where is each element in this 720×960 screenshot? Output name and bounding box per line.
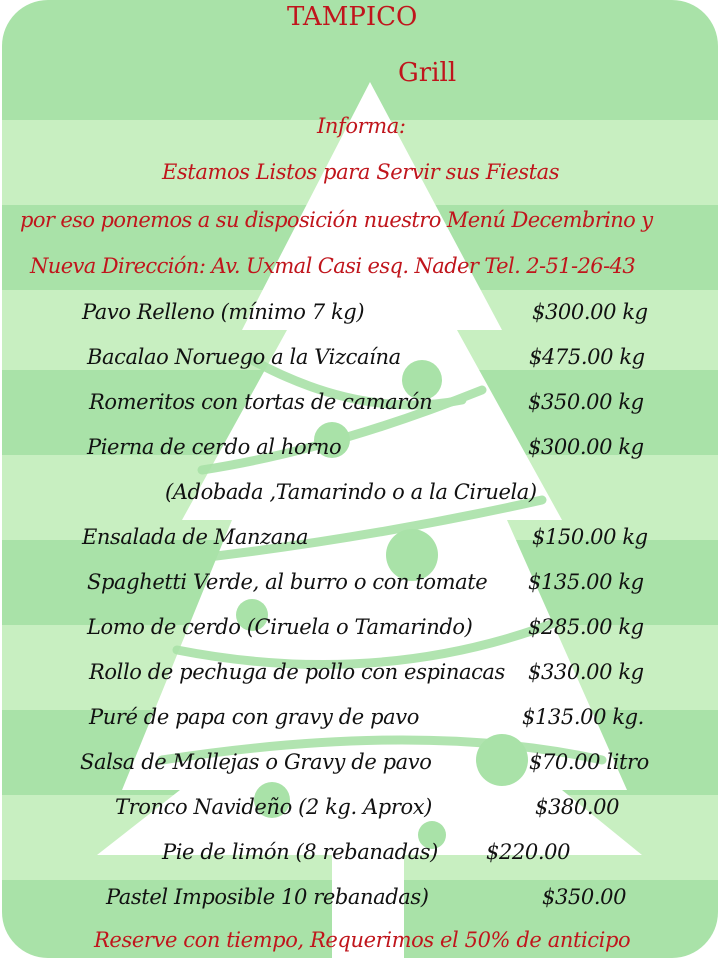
menu-item-price: $150.00 kg [532,525,648,549]
menu-item-price: $135.00 kg [528,570,644,594]
menu-item-price: $475.00 kg [529,345,645,369]
headline: Estamos Listos para Servir sus Fiestas [162,160,560,184]
menu-item-price: $70.00 litro [529,750,649,774]
restaurant-name: TAMPICO [287,2,418,32]
menu-item-name: Spaghetti Verde, al burro o con tomate [87,570,488,594]
menu-item-price: $135.00 kg. [522,705,644,729]
menu-item-name: Salsa de Mollejas o Gravy de pavo [80,750,432,774]
menu-item-name: Rollo de pechuga de pollo con espinacas [89,660,505,684]
menu-item-price: $285.00 kg [528,615,644,639]
menu-item-name: Bacalao Noruego a la Vizcaína [87,345,401,369]
menu-item-price: $300.00 kg [528,435,644,459]
informa-label: Informa: [317,114,406,138]
menu-item-price: $220.00 [486,840,571,864]
menu-item-name: Ensalada de Manzana [82,525,309,549]
menu-item-note: (Adobada ,Tamarindo o a la Ciruela) [165,480,537,504]
menu-item-name: Romeritos con tortas de camarón [89,390,433,414]
menu-item-name: Puré de papa con gravy de pavo [89,705,419,729]
menu-item-price: $330.00 kg [528,660,644,684]
menu-item-name: Tronco Navideño (2 kg. Aprox) [115,795,432,819]
menu-item-name: Pie de limón (8 rebanadas) [162,840,438,864]
menu-item-name: Pavo Relleno (mínimo 7 kg) [82,300,365,324]
menu-item-price: $380.00 [535,795,620,819]
menu-card [2,0,718,958]
menu-item-name: Pierna de cerdo al horno [87,435,342,459]
menu-item-name: Lomo de cerdo (Ciruela o Tamarindo) [87,615,473,639]
menu-item-name: Pastel Imposible 10 rebanadas) [106,885,429,909]
intro-line: por eso ponemos a su disposición nuestro Menú Decembrino y [20,208,653,232]
restaurant-subtitle: Grill [398,58,457,88]
menu-item-price: $300.00 kg [532,300,648,324]
menu-item-price: $350.00 [542,885,627,909]
reservation-note: Reserve con tiempo, Requerimos el 50% de anticipo [94,928,631,952]
menu-item-price: $350.00 kg [528,390,644,414]
address-line: Nueva Dirección: Av. Uxmal Casi esq. Nader Tel. 2-51-26-43 [30,254,636,278]
